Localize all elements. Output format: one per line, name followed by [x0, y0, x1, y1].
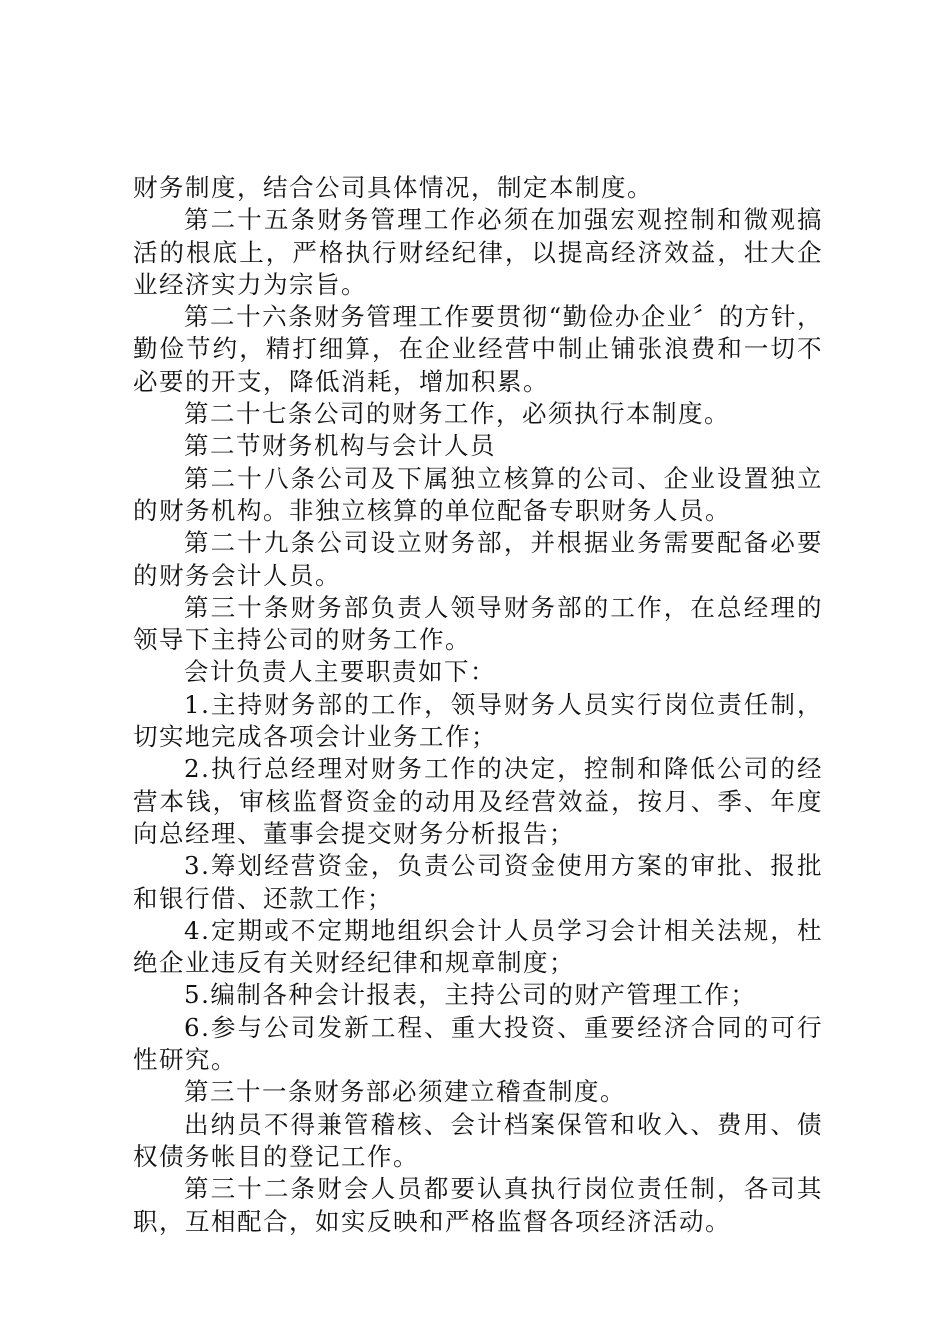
paragraph-article-27: 第二十七条公司的财务工作，必须执行本制度。	[184, 399, 730, 429]
paragraph-article-25: 第二十五条财务管理工作必须在加强宏观控制和微观搞活的根底上，严格执行财经纪律，以提高经济效益，壮大企业经济实力为宗旨。	[133, 205, 823, 299]
section-heading-finance-org: 第二节财务机构与会计人员	[184, 431, 496, 461]
paragraph-duties-intro: 会计负责人主要职责如下：	[184, 657, 496, 687]
list-item-duty-5: 5.编制各种会计报表，主持公司的财产管理工作；	[184, 980, 757, 1010]
paragraph-article-32: 第三十二条财会人员都要认真执行岗位责任制，各司其职，互相配合，如实反映和严格监督各项经济活动。	[133, 1174, 823, 1236]
paragraph-article-26: 第二十六条财务管理工作要贯彻“勤俭办企业〞的方针，勤俭节约，精打细算，在企业经营中制止铺张浪费和一切不必要的开支，降低消耗，增加积累。	[133, 302, 823, 396]
list-item-duty-1: 1.主持财务部的工作，领导财务人员实行岗位责任制，切实地完成各项会计业务工作；	[133, 689, 823, 752]
list-item-duty-6: 6.参与公司发新工程、重大投资、重要经济合同的可行性研究。	[133, 1012, 823, 1075]
paragraph-article-28: 第二十八条公司及下属独立核算的公司、企业设置独立的财务机构。非独立核算的单位配备专职财务人员。	[133, 463, 823, 525]
document-body	[133, 172, 823, 1238]
paragraph-intro-continuation: 财务制度，结合公司具体情况，制定本制度。	[133, 173, 653, 202]
paragraph-cashier-rule: 出纳员不得兼管稽核、会计档案保管和收入、费用、债权债务帐目的登记工作。	[133, 1109, 823, 1171]
list-item-duty-4: 4.定期或不定期地组织会计人员学习会计相关法规，杜绝企业违反有关财经纪律和规章制度；	[133, 915, 823, 978]
paragraph-article-29: 第二十九条公司设立财务部，并根据业务需要配备必要的财务会计人员。	[133, 528, 823, 590]
list-item-duty-2: 2.执行总经理对财务工作的决定，控制和降低公司的经营本钱，审核监督资金的动用及经营效益，按月、季、年度向总经理、董事会提交财务分析报告；	[133, 754, 823, 848]
paragraph-article-30: 第三十条财务部负责人领导财务部的工作，在总经理的领导下主持公司的财务工作。	[133, 592, 823, 655]
list-item-duty-3: 3.筹划经营资金，负责公司资金使用方案的审批、报批和银行借、还款工作；	[133, 851, 823, 913]
paragraph-article-31: 第三十一条财务部必须建立稽查制度。	[184, 1077, 626, 1107]
